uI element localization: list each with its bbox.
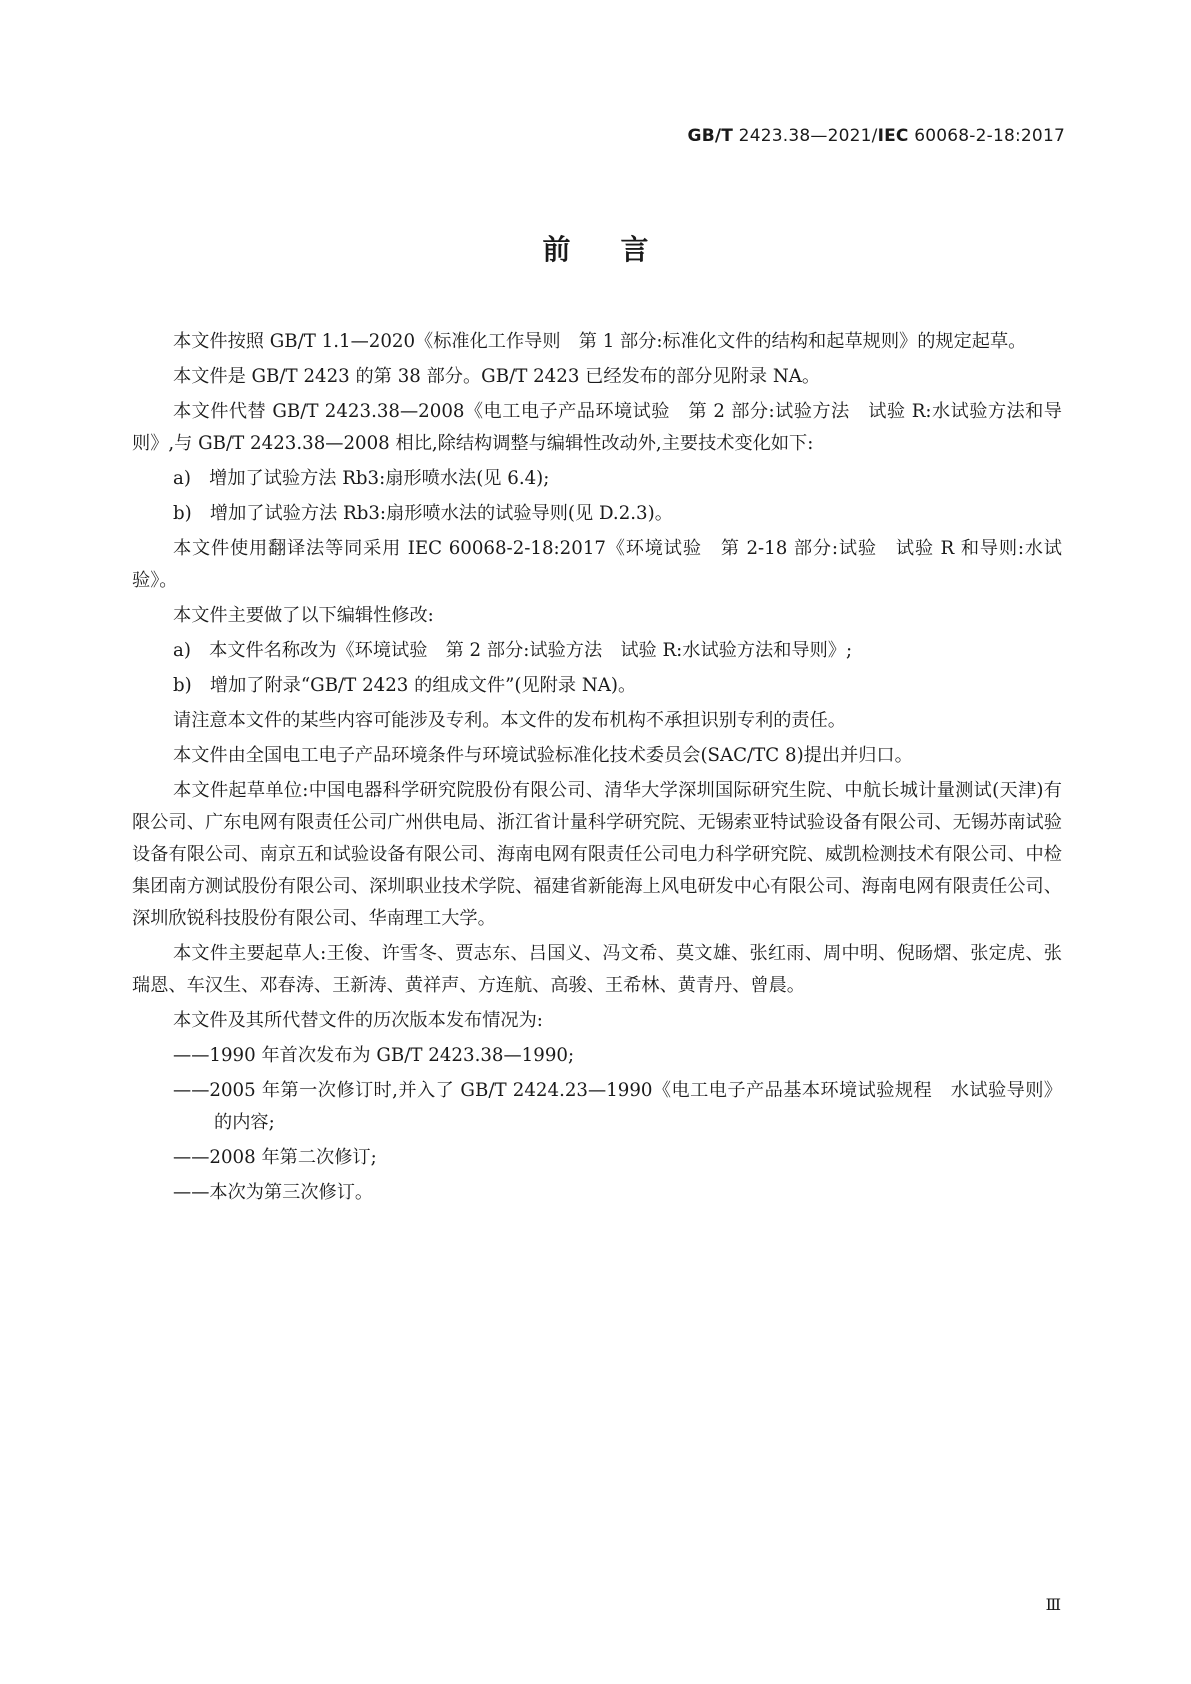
paragraph-editorial-intro: 本文件主要做了以下编辑性修改: — [173, 605, 434, 626]
history-item-2005: ——2005 年第一次修订时,并入了 GB/T 2424.23—1990《电工电子产品基本环境试验规程 水试验导则》的内容; — [173, 1080, 1062, 1133]
foreword-body — [132, 326, 1062, 1212]
paragraph-part-number: 本文件是 GB/T 2423 的第 38 部分。GB/T 2423 已经发布的部分见附录 NA。 — [173, 366, 821, 387]
list-item-editorial-b: b) 增加了附录“GB/T 2423 的组成文件”(见附录 NA)。 — [173, 675, 637, 696]
history-item-1990: ——1990 年首次发布为 GB/T 2423.38—1990; — [173, 1045, 575, 1066]
paragraph-drafting-rules: 本文件按照 GB/T 1.1—2020《标准化工作导则 第 1 部分:标准化文件的结构和起草规则》的规定起草。 — [173, 331, 1027, 352]
list-item-technical-change-a: a) 增加了试验方法 Rb3:扇形喷水法(见 6.4); — [173, 468, 550, 489]
list-item-editorial-a: a) 本文件名称改为《环境试验 第 2 部分:试验方法 试验 R:水试验方法和导则》; — [173, 640, 853, 661]
page-title: 前言 — [542, 233, 699, 266]
paragraph-patent-notice: 请注意本文件的某些内容可能涉及专利。本文件的发布机构不承担识别专利的责任。 — [173, 710, 846, 731]
history-item-2008: ——2008 年第二次修订; — [173, 1147, 377, 1168]
paragraph-adoption: 本文件使用翻译法等同采用 IEC 60068-2-18:2017《环境试验 第 2-18 部分:试验 试验 R 和导则:水试验》。 — [132, 538, 1062, 591]
paragraph-replacement: 本文件代替 GB/T 2423.38—2008《电工电子产品环境试验 第 2 部分:试验方法 试验 R:水试验方法和导则》,与 GB/T 2423.38—2008 相比,除结构调整与编辑性改动外,主要技术变化如下: — [132, 401, 1062, 454]
std-iec-number: 60068-2-18:2017 — [908, 126, 1065, 146]
std-number: 2423.38—2021/ — [733, 126, 878, 146]
std-prefix: GB/T — [687, 126, 734, 146]
list-item-technical-change-b: b) 增加了试验方法 Rb3:扇形喷水法的试验导则(见 D.2.3)。 — [173, 503, 673, 524]
page-number: Ⅲ — [1045, 1595, 1061, 1614]
paragraph-history-intro: 本文件及其所代替文件的历次版本发布情况为: — [173, 1010, 543, 1031]
history-item-current: ——本次为第三次修订。 — [173, 1182, 374, 1203]
paragraph-drafters: 本文件主要起草人:王俊、许雪冬、贾志东、吕国义、冯文希、莫文雄、张红雨、周中明、倪旸熠、张定虎、张瑞恩、车汉生、邓春涛、王新涛、黄祥声、方连航、高骏、王希林、黄青丹、曾晨。 — [132, 943, 1062, 996]
paragraph-committee: 本文件由全国电工电子产品环境条件与环境试验标准化技术委员会(SAC/TC 8)提出并归口。 — [173, 745, 913, 766]
std-iec: IEC — [877, 126, 909, 146]
standard-number-header — [688, 126, 1065, 146]
paragraph-drafting-units: 本文件起草单位:中国电器科学研究院股份有限公司、清华大学深圳国际研究生院、中航长城计量测试(天津)有限公司、广东电网有限责任公司广州供电局、浙江省计量科学研究院、无锡索亚特试验设备有限公司、无锡苏南试验设备有限公司、南京五和试验设备有限公司、海南电网有限责任公司电力科学研究院、威凯检测技术有限公司、中检集团南方测试股份有限公司、深圳职业技术学院、福建省新能海上风电研发中心有限公司、海南电网有限责任公司、深圳欣锐科技股份有限公司、华南理工大学。 — [132, 780, 1062, 929]
